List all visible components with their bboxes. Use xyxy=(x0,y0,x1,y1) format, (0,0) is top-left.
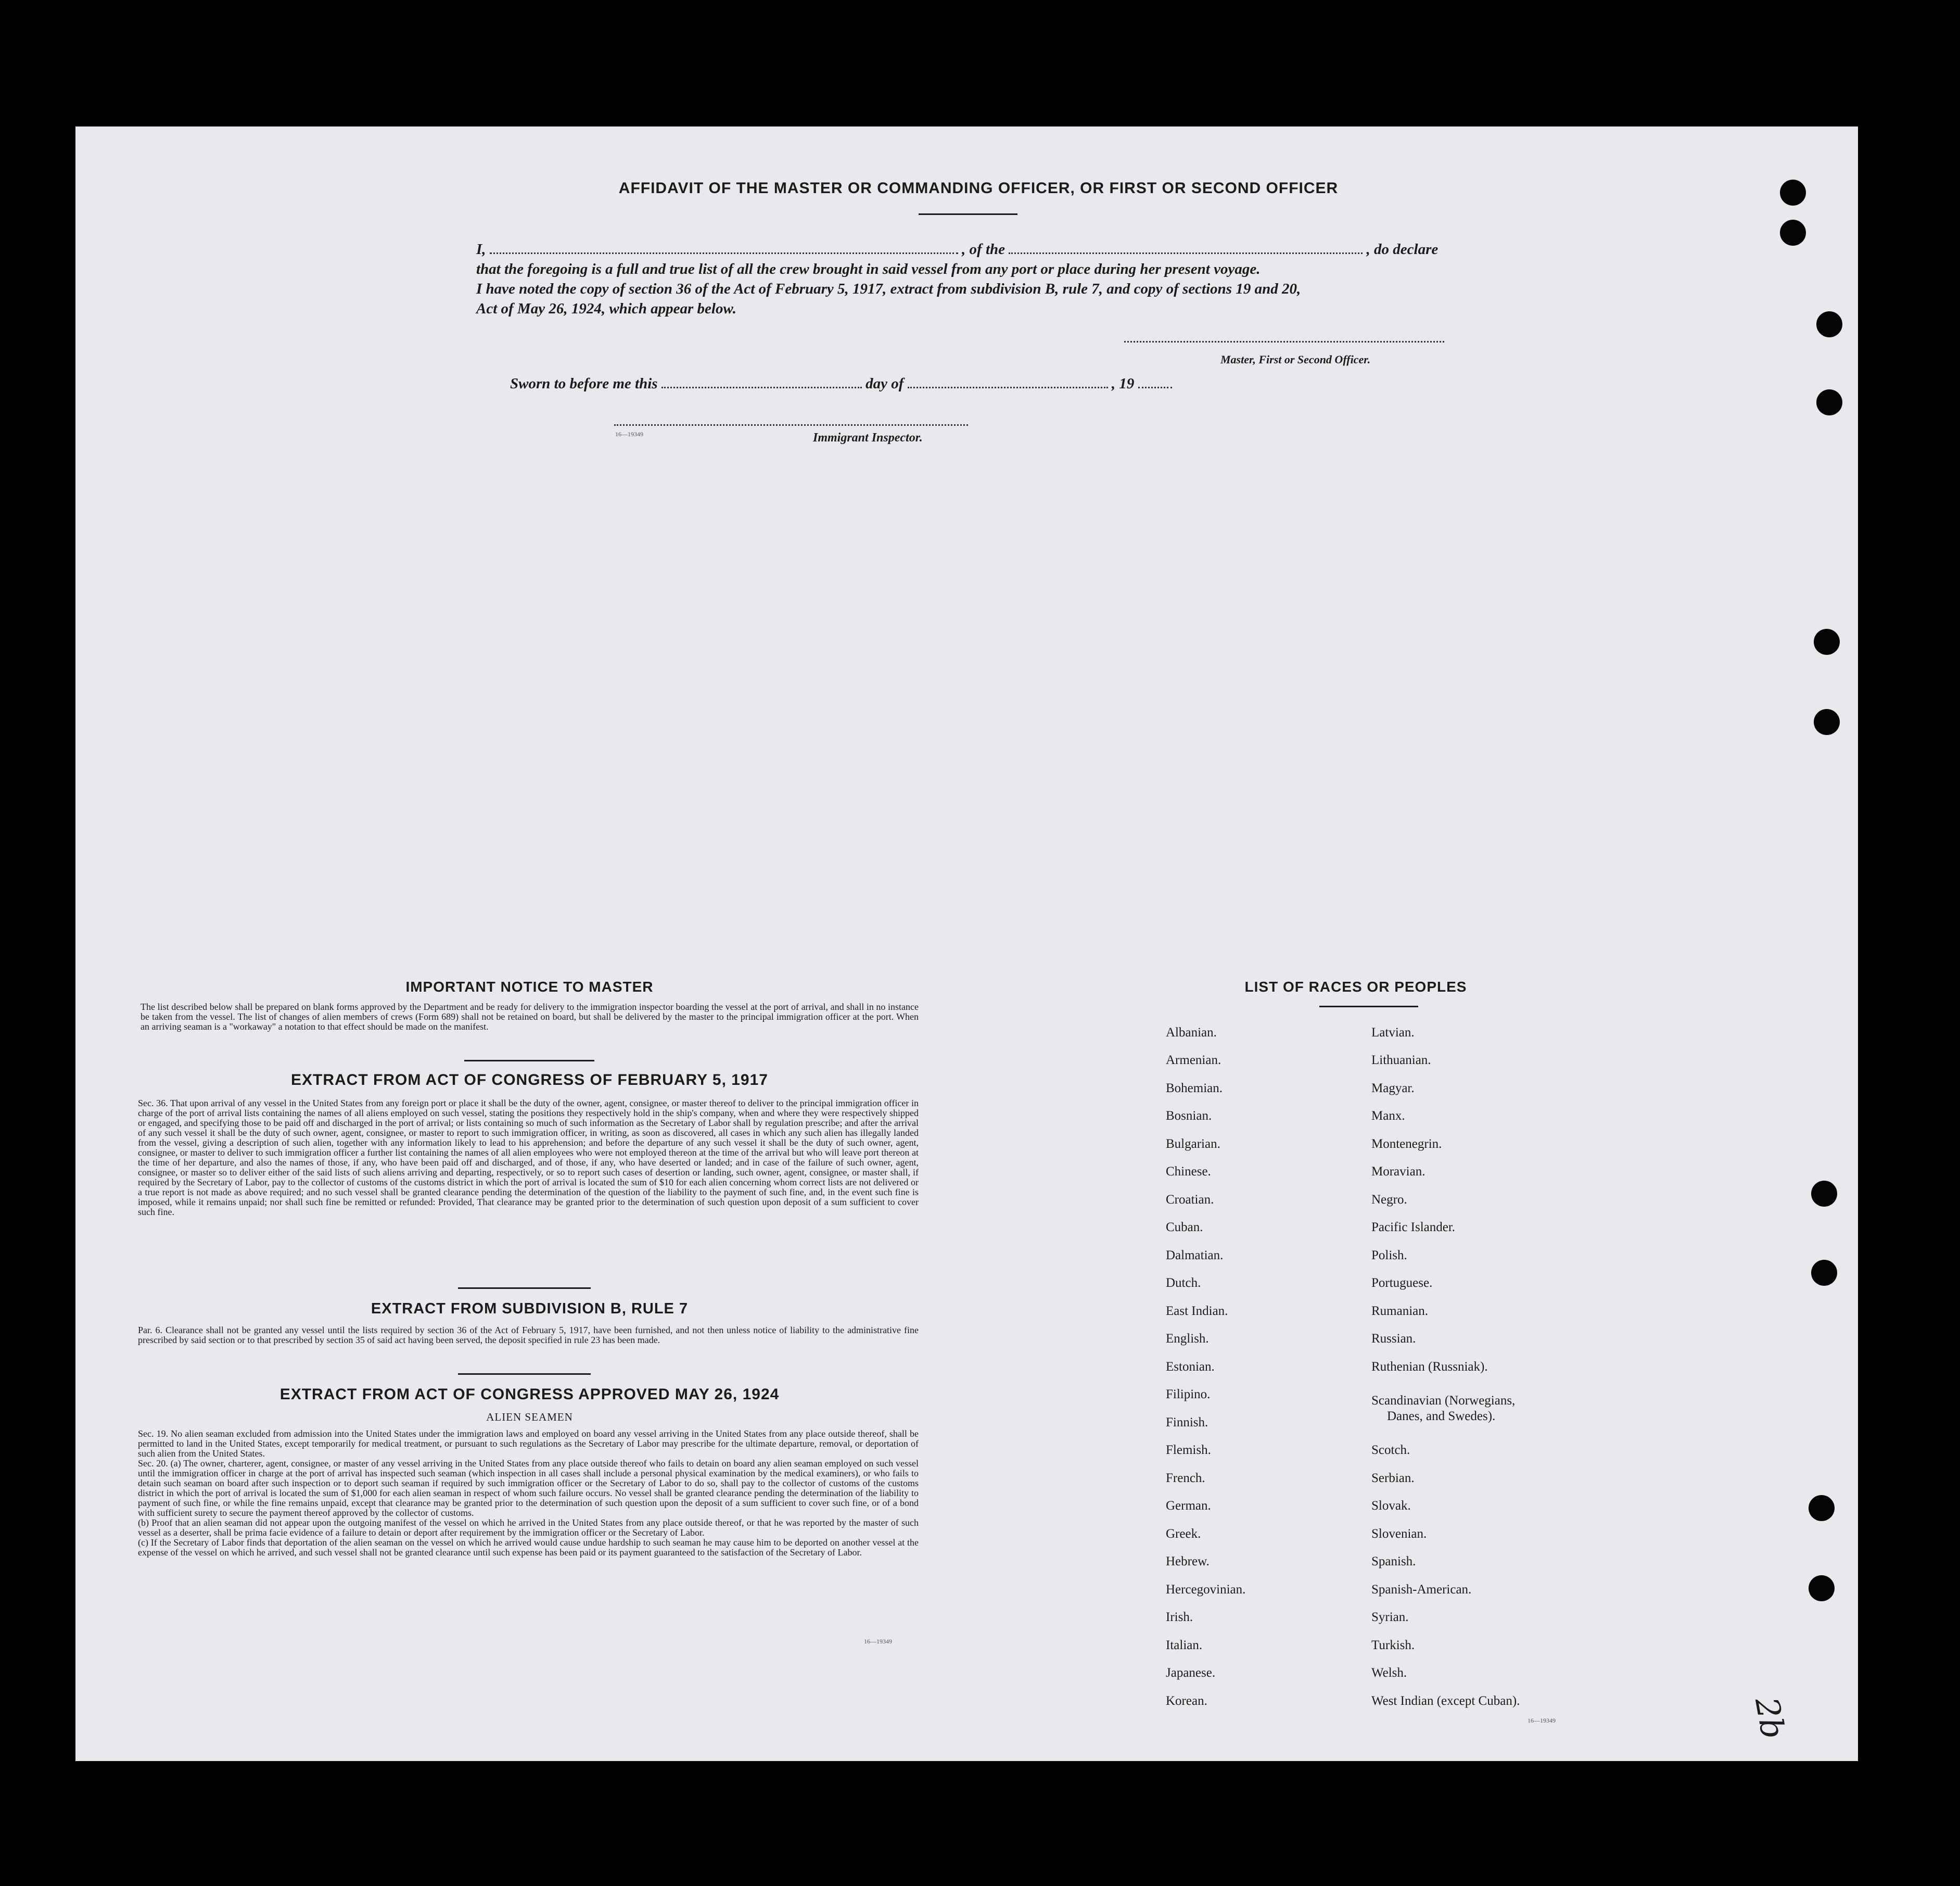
punch-hole xyxy=(1809,1575,1835,1601)
race-item: Dutch. xyxy=(1166,1276,1201,1290)
race-item: Montenegrin. xyxy=(1371,1137,1442,1151)
notice-body: The list described below shall be prepared on blank forms approved by the Department and be ready for delivery to the immigration inspector boarding the vessel at the port of arrival, and shall in no instance be taken from the vessel. The list of changes of alien members of crews (Form 689) shall not be retained on board, but shall be delivered by the master to the principal immigration officer at the port. When an arriving seaman is a "workaway" a notation to that effect should be made on the manifest. xyxy=(141,1002,919,1032)
master-signature-line[interactable] xyxy=(1124,341,1444,343)
race-item: Scotch. xyxy=(1371,1443,1410,1457)
race-item: Spanish. xyxy=(1371,1554,1416,1568)
race-item: Chinese. xyxy=(1166,1164,1211,1179)
sec-20-a: Sec. 20. (a) The owner, charterer, agent, consignee, or master of any vessel arriving in the United States from any place outside thereof who fails to detain on board any alien seaman employed on such vessel until the immigration officer in charge at the port of arrival has inspected such seaman (which inspection in all cases shall include a personal physical examination by the medical examiners), or who fails to detain such seaman on board after such inspection or to deport such seaman if required by such immigration officer or the Secretary of Labor to do so, shall pay to the collector of customs of the customs district in which the port of arrival is located the sum of $1,000 for each alien seaman in respect of whom such failure occurs. No vessel shall be granted clearance pending the determination of the liability to payment of such fine, or while the fine remains unpaid, except that clearance may be granted prior to the determination of such question upon the deposit of a sum sufficient to cover such fine, or of a bond with sufficient surety to secure the payment thereof approved by the collector of customs. xyxy=(138,1458,919,1518)
race-item: Russian. xyxy=(1371,1332,1416,1346)
form-number-left: 16—19349 xyxy=(864,1638,892,1645)
race-item: Hercegovinian. xyxy=(1166,1583,1246,1597)
race-item: Latvian. xyxy=(1371,1026,1415,1040)
race-item: Danes, and Swedes). xyxy=(1387,1409,1496,1423)
race-item: Polish. xyxy=(1371,1248,1407,1262)
divider xyxy=(458,1373,591,1375)
subdivision-b-title: EXTRACT FROM SUBDIVISION B, RULE 7 xyxy=(371,1300,689,1317)
punch-hole xyxy=(1816,389,1842,415)
race-item: Slovenian. xyxy=(1371,1527,1427,1541)
race-item: Pacific Islander. xyxy=(1371,1220,1456,1234)
race-item: Slovak. xyxy=(1371,1499,1411,1513)
race-item: Ruthenian (Russniak). xyxy=(1371,1360,1488,1374)
affidavit-line-1 xyxy=(476,239,1462,259)
name-blank[interactable] xyxy=(490,252,958,254)
handwritten-page-number: 2b xyxy=(1748,1694,1792,1742)
divider xyxy=(458,1287,591,1289)
race-item: Portuguese. xyxy=(1371,1276,1433,1290)
affidavit-i: I, xyxy=(476,241,486,258)
alien-seamen-subtitle: ALIEN SEAMEN xyxy=(486,1411,573,1423)
race-item: Bulgarian. xyxy=(1166,1137,1220,1151)
extract-1924-title: EXTRACT FROM ACT OF CONGRESS APPROVED MAY 26, 1924 xyxy=(279,1386,780,1403)
punch-hole xyxy=(1816,311,1842,337)
affidavit-title: AFFIDAVIT OF THE MASTER OR COMMANDING OFFICER, OR FIRST OR SECOND OFFICER xyxy=(618,180,1339,197)
subdivision-b-body: Par. 6. Clearance shall not be granted any vessel until the lists required by section 36 of the Act of February 5, 1917, have been furnished, and not then unless notice of liability to the administrative fine prescribed by said section or to that prescribed by section 35 of said act having been served, the deposit specified in rule 23 has been made. xyxy=(138,1325,919,1345)
affidavit-line-4: Act of May 26, 1924, which appear below. xyxy=(476,300,736,317)
day-of-text: day of xyxy=(866,375,904,392)
sec-19: Sec. 19. No alien seaman excluded from admission into the United States under the immigration laws and employed on board any vessel arriving in the United States from any place outside thereof, shall be permitted to land in the United States, except temporarily for medical treatment, or pursuant to such regulations as the Secretary of Labor may prescribe for the ultimate departure, removal, or deportation of such alien from the United States. xyxy=(138,1428,919,1459)
race-item: Irish. xyxy=(1166,1610,1193,1624)
race-item: Magyar. xyxy=(1371,1081,1415,1095)
race-item: Hebrew. xyxy=(1166,1554,1210,1568)
year-prefix: , 19 xyxy=(1111,375,1135,392)
extract-1917-body: Sec. 36. That upon arrival of any vessel in the United States from any foreign port or place it shall be the duty of the owner, agent, consignee, or master thereof to deliver to the principal immigration officer in charge of the port of arrival lists containing the names of all aliens employed on such vessel, stating the positions they respectively hold in the ship's company, when and where they were respectively shipped or engaged, and specifying those to be paid off and discharged in the port of arrival; or lists containing so much of such information as the Secretary of Labor shall by regulation prescribe; and after the arrival of any such vessel it shall be the duty of such owner, agent, consignee, or master to report to such immigration officer, in writing, as soon as discovered, all cases in which any such alien has illegally landed from the vessel, giving a description of such alien, together with any information likely to lead to his apprehension; and before the departure of any such vessel it shall be the duty of such owner, agent, consignee, or master to deliver to such immigration officer a further list containing the names of all alien employees who were not employed thereon at the time of the arrival but who will leave port thereon at the time of her departure, and also the names of those, if any, who have been paid off and discharged, and of those, if any, who have deserted or landed; and in case of the failure of such owner, agent, consignee, or master so to deliver either of the said lists of such aliens arriving and departing, respectively, or so to report such cases of desertion or landing, such owner, agent, consignee, or master shall, if required by the Secretary of Labor, pay to the collector of customs of the customs district in which the port of arrival is located the sum of $10 for each alien concerning whom correct lists are not delivered or a true report is not made as above required; and no such vessel shall be granted clearance pending the determination of the question of the liability to the payment of such fine, and, in the event such fine is imposed, while it remains unpaid; nor shall such fine be remitted or refunded: Provided, That clearance may be granted prior to the determination of such question upon deposit of a sum sufficient to cover such fine. xyxy=(138,1098,919,1217)
race-item: East Indian. xyxy=(1166,1304,1228,1318)
affidavit-of-the: , of the xyxy=(962,241,1006,258)
sec-20-c: (c) If the Secretary of Labor finds that deportation of the alien seaman on the vessel on which he arrived would cause undue hardship to such seaman he may cause him to be deported on another vessel at the expense of the vessel on which he arrived, and such vessel shall not be granted clearance until such expense has been paid or its payment guaranteed to the satisfaction of the Secretary of Labor. xyxy=(138,1537,919,1558)
sworn-text: Sworn to before me this xyxy=(510,375,658,392)
race-item: Turkish. xyxy=(1371,1638,1415,1652)
punch-hole xyxy=(1780,180,1806,206)
form-number-top: 16—19349 xyxy=(615,431,643,438)
race-item: Flemish. xyxy=(1166,1443,1211,1457)
race-item: Spanish-American. xyxy=(1371,1583,1472,1597)
race-item: Armenian. xyxy=(1166,1053,1221,1067)
race-item: Moravian. xyxy=(1371,1164,1426,1179)
race-item: Korean. xyxy=(1166,1694,1207,1708)
race-item: Albanian. xyxy=(1166,1026,1217,1040)
title-underline xyxy=(919,213,1017,215)
sworn-day-blank[interactable] xyxy=(661,387,862,388)
punch-hole xyxy=(1811,1181,1837,1207)
races-title: LIST OF RACES OR PEOPLES xyxy=(1244,979,1467,995)
inspector-label: Immigrant Inspector. xyxy=(813,431,923,445)
race-item: Japanese. xyxy=(1166,1666,1216,1680)
race-item: Rumanian. xyxy=(1371,1304,1429,1318)
races-underline xyxy=(1319,1006,1418,1007)
race-item: Italian. xyxy=(1166,1638,1203,1652)
race-item: West Indian (except Cuban). xyxy=(1371,1694,1520,1708)
vessel-blank[interactable] xyxy=(1009,252,1363,254)
race-item: Finnish. xyxy=(1166,1415,1208,1429)
race-item: Scandinavian (Norwegians, xyxy=(1371,1394,1516,1408)
punch-hole xyxy=(1809,1495,1835,1521)
divider xyxy=(464,1060,594,1061)
sec-20-b: (b) Proof that an alien seaman did not appear upon the outgoing manifest of the vessel on which he arrived in the United States from any place outside thereof, or that he was reported by the master of such vessel as a deserter, shall be prima facie evidence of a failure to detain or deport after requirement by the immigration officer or the Secretary of Labor. xyxy=(138,1517,919,1538)
race-item: Lithuanian. xyxy=(1371,1053,1431,1067)
affidavit-line-2: that the foregoing is a full and true list of all the crew brought in said vessel from any port or place during her present voyage. xyxy=(476,261,1261,277)
notice-title: IMPORTANT NOTICE TO MASTER xyxy=(405,979,654,995)
race-item: Manx. xyxy=(1371,1109,1405,1123)
race-item: Cuban. xyxy=(1166,1220,1203,1234)
race-item: Syrian. xyxy=(1371,1610,1409,1624)
extract-1924-body xyxy=(138,1429,919,1558)
race-item: Croatian. xyxy=(1166,1193,1214,1207)
race-item: Welsh. xyxy=(1371,1666,1407,1680)
race-item: Estonian. xyxy=(1166,1360,1215,1374)
race-item: German. xyxy=(1166,1499,1211,1513)
race-item: Greek. xyxy=(1166,1527,1201,1541)
punch-hole xyxy=(1814,709,1840,735)
master-signature-label: Master, First or Second Officer. xyxy=(1220,353,1371,366)
punch-hole xyxy=(1811,1260,1837,1286)
extract-1917-title: EXTRACT FROM ACT OF CONGRESS OF FEBRUARY 5, 1917 xyxy=(291,1071,768,1088)
punch-hole xyxy=(1814,629,1840,655)
inspector-signature-line[interactable] xyxy=(614,424,968,426)
sworn-year-blank[interactable] xyxy=(1138,387,1172,388)
race-item: Negro. xyxy=(1371,1193,1407,1207)
sworn-line xyxy=(510,374,1172,394)
affidavit-line-3: I have noted the copy of section 36 of the Act of February 5, 1917, extract from subdivision B, rule 7, and copy of sections 19 and 20, xyxy=(476,281,1301,297)
form-number-right: 16—19349 xyxy=(1528,1717,1556,1724)
sworn-month-blank[interactable] xyxy=(908,387,1108,388)
race-item: Bosnian. xyxy=(1166,1109,1212,1123)
race-item: Dalmatian. xyxy=(1166,1248,1224,1262)
race-item: English. xyxy=(1166,1332,1209,1346)
race-item: Filipino. xyxy=(1166,1387,1211,1401)
punch-hole xyxy=(1780,220,1806,246)
race-item: French. xyxy=(1166,1471,1205,1485)
race-item: Serbian. xyxy=(1371,1471,1415,1485)
affidavit-do-declare: , do declare xyxy=(1366,241,1439,258)
race-item: Bohemian. xyxy=(1166,1081,1223,1095)
